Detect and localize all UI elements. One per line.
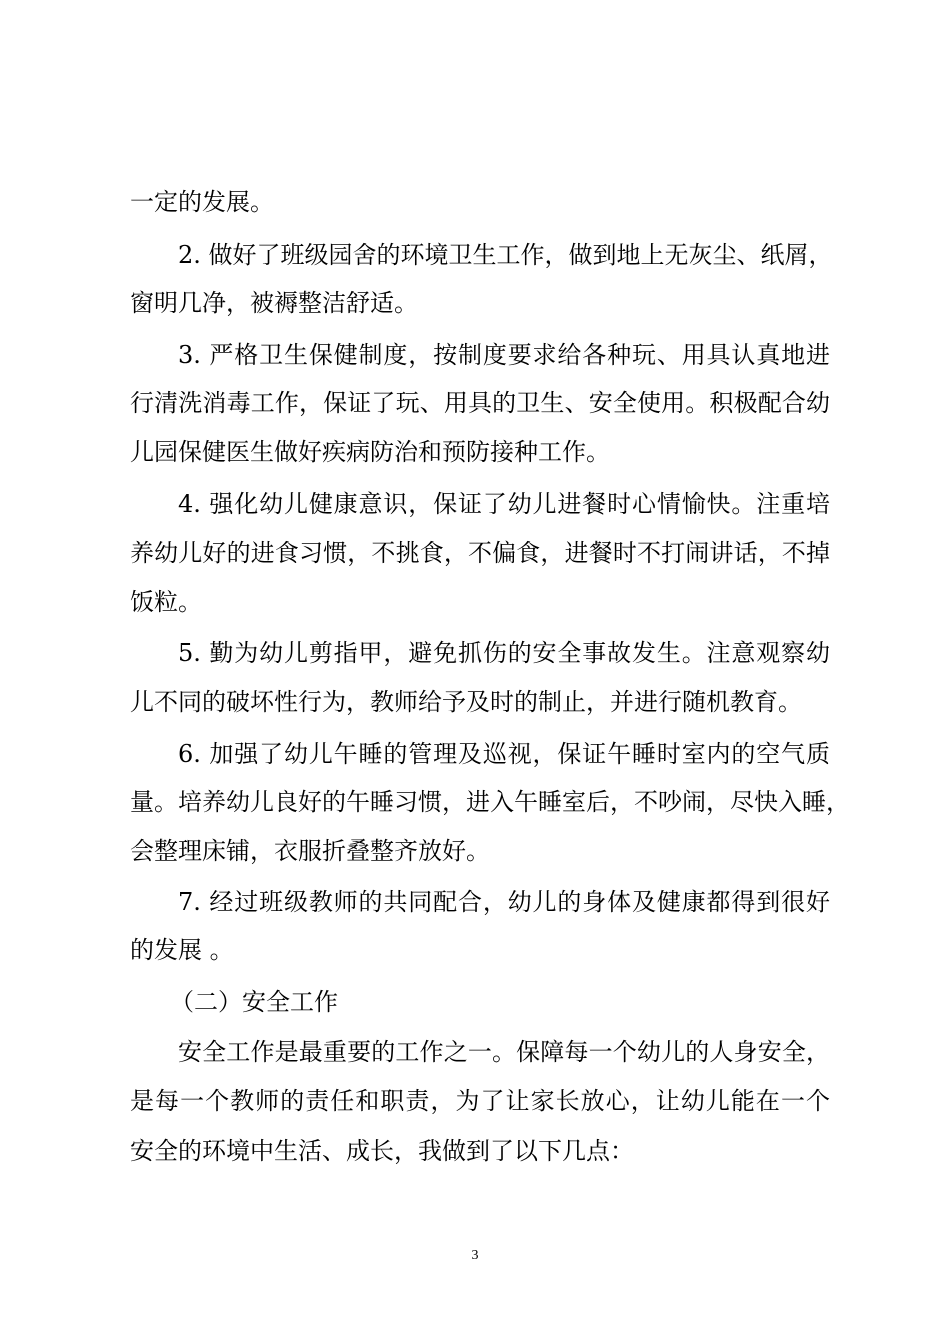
- text-line: 2. 做好了班级园舍的环境卫生工作，做到地上无灰尘、纸屑，: [178, 241, 833, 269]
- text-line: 7. 经过班级教师的共同配合，幼儿的身体及健康都得到很好: [178, 888, 830, 916]
- text-line: 是每一个教师的责任和职责，为了让家长放心，让幼儿能在一个: [130, 1087, 830, 1115]
- text-line: 5. 勤为幼儿剪指甲，避免抓伤的安全事故发生。注意观察幼: [178, 639, 830, 667]
- text-line: 儿不同的破坏性行为，教师给予及时的制止，并进行随机教育。: [130, 688, 802, 716]
- section-heading: （二）安全工作: [170, 988, 338, 1016]
- text-line: 安全工作是最重要的工作之一。保障每一个幼儿的人身安全，: [178, 1038, 830, 1066]
- text-line: 3. 严格卫生保健制度，按制度要求给各种玩、用具认真地进: [178, 341, 830, 369]
- text-line: 行清洗消毒工作，保证了玩、用具的卫生、安全使用。积极配合幼: [130, 389, 830, 417]
- text-line: 饭粒。: [130, 588, 202, 616]
- text-line: 窗明几净，被褥整洁舒适。: [130, 289, 418, 317]
- text-line: 量。培养幼儿良好的午睡习惯，进入午睡室后，不吵闹，尽快入睡，: [130, 788, 850, 816]
- page-number: 3: [471, 1248, 479, 1263]
- text-line: 会整理床铺，衣服折叠整齐放好。: [130, 837, 490, 865]
- text-line: 儿园保健医生做好疾病防治和预防接种工作。: [130, 438, 610, 466]
- text-line: 的发展 。: [130, 936, 234, 964]
- text-line: 养幼儿好的进食习惯，不挑食，不偏食，进餐时不打闹讲话，不掉: [130, 539, 830, 567]
- text-line: 6. 加强了幼儿午睡的管理及巡视，保证午睡时室内的空气质: [178, 740, 830, 768]
- text-line: 4. 强化幼儿健康意识，保证了幼儿进餐时心情愉快。注重培: [178, 490, 830, 518]
- text-line: 一定的发展。: [130, 188, 274, 216]
- text-line: 安全的环境中生活、成长，我做到了以下几点：: [130, 1137, 634, 1165]
